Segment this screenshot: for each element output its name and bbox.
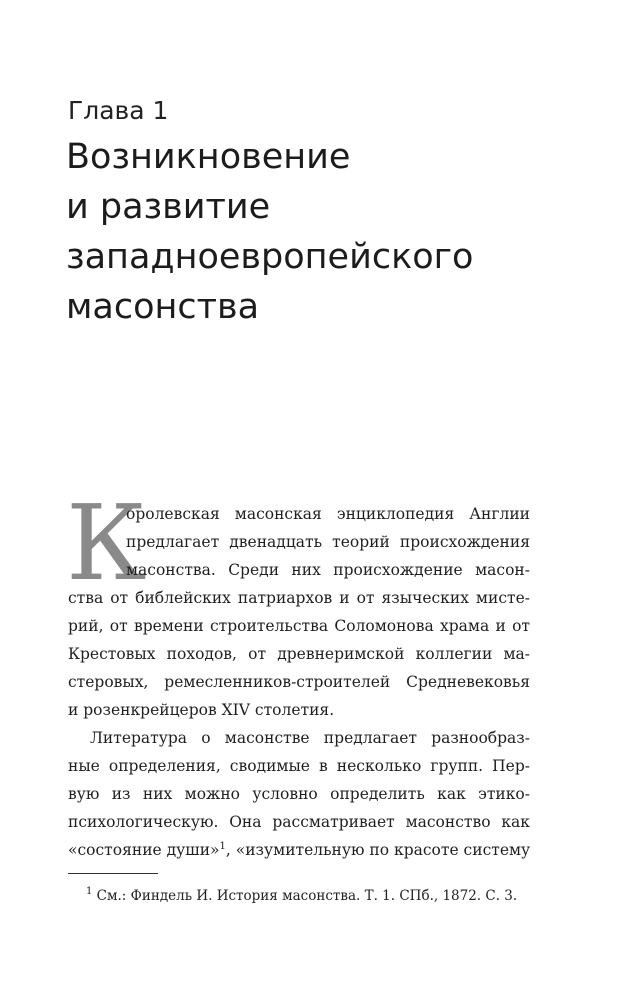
text-line xyxy=(68,836,530,864)
text-line: ства от библейских патриархов и от языческих мисте- xyxy=(68,589,530,607)
text-line: Крестовых походов, от древнеримской коллегии ма- xyxy=(68,645,530,663)
text-line: ные определения, сводимые в несколько групп. Пер- xyxy=(68,757,530,775)
body-text xyxy=(68,500,530,864)
text-line: и розенкрейцеров XIV столетия. xyxy=(68,701,335,719)
chapter-title-line: Возникновение xyxy=(66,137,351,177)
text-line: Литература о масонстве предлагает разнообраз- xyxy=(90,729,530,747)
drop-cap: К xyxy=(66,482,147,604)
chapter-title-line: масонства xyxy=(66,287,260,327)
chapter-title-line: западноевропейского xyxy=(66,237,474,277)
text-line: предлагает двенадцать теорий происхождения xyxy=(126,533,530,551)
text-line: рий, от времени строительства Соломонова храма и от xyxy=(68,617,530,635)
text-line: оролевская масонская энциклопедия Англии xyxy=(126,505,530,523)
footnote xyxy=(86,888,517,904)
text-line: психологическую. Она рассматривает масонство как xyxy=(68,813,530,831)
footnote-number: 1 xyxy=(86,886,93,897)
text-line: масонства. Среди них происхождение масон- xyxy=(126,561,530,579)
text-fragment: , «изумительную по красоте систему xyxy=(225,841,531,859)
chapter-title-line: и развитие xyxy=(66,187,271,227)
footnote-text: См.: Финдель И. История масонства. Т. 1. СПб., 1872. С. 3. xyxy=(92,888,518,904)
text-fragment: «состояние души» xyxy=(68,841,220,859)
chapter-title xyxy=(66,132,606,332)
footnote-divider xyxy=(68,873,158,874)
text-line: стеровых, ремесленников-строителей Средневековья xyxy=(68,673,530,691)
chapter-label: Глава 1 xyxy=(68,96,169,125)
footnote-ref[interactable]: 1 xyxy=(219,841,226,852)
text-line: вую из них можно условно определить как этико- xyxy=(68,785,530,803)
